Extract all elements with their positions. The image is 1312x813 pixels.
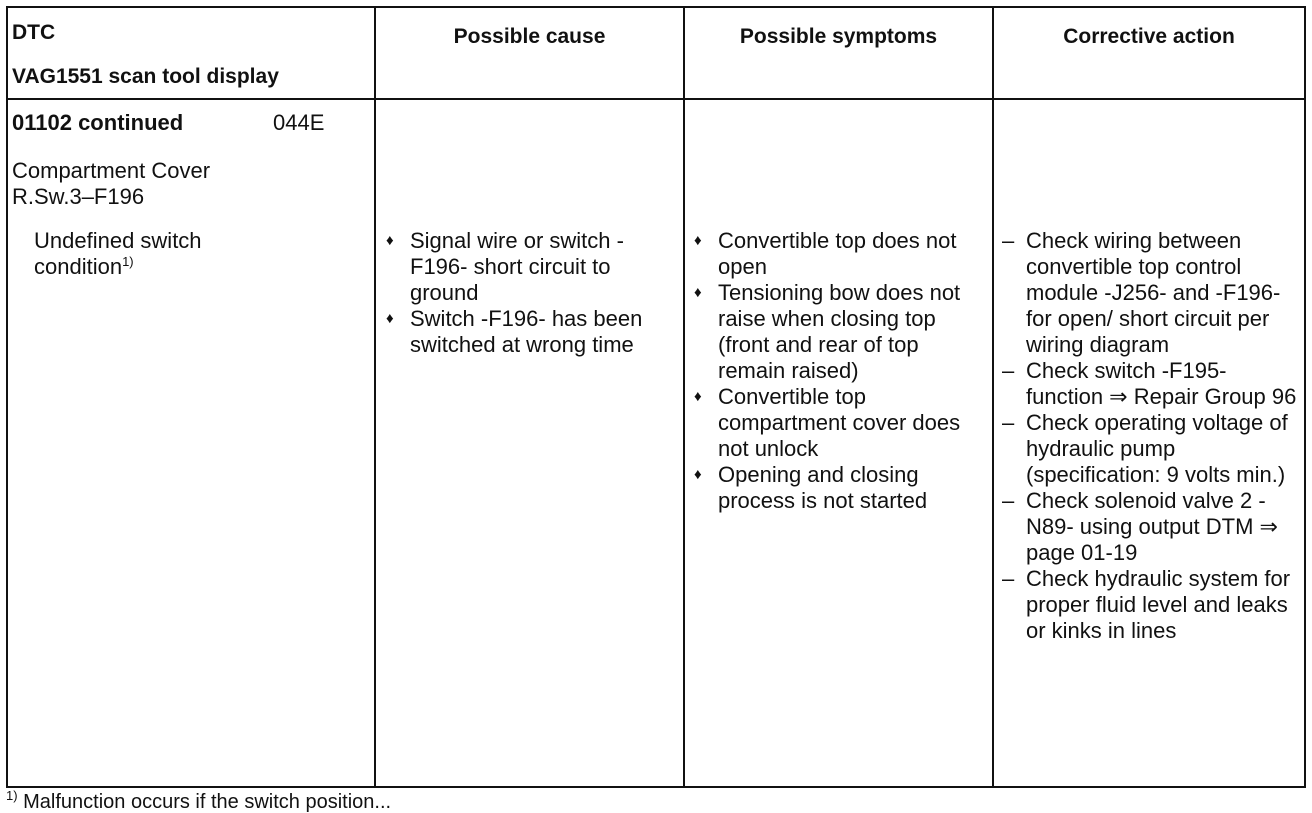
symptom-text: Tensioning bow does not raise when closing top (front and rear of top remain raised) [718, 280, 961, 383]
dash-icon: – [1002, 410, 1015, 435]
header-divider [6, 98, 1306, 100]
dash-icon: – [1002, 228, 1015, 253]
header-dtc: DTC [12, 21, 56, 44]
dash-icon: – [1002, 566, 1015, 591]
action-text: Check wiring between convertible top control module -J256- and -F196- for open/ short circuit per wiring diagram [1026, 228, 1281, 357]
condition-text: condition [34, 254, 123, 279]
list-item [384, 306, 680, 358]
column-divider-1 [374, 6, 376, 788]
cause-text: Signal wire or switch -F196- short circuit to ground [410, 228, 624, 305]
symptom-text: Opening and closing process is not started [718, 462, 928, 513]
dtc-table [6, 6, 1306, 790]
possible-symptoms [692, 228, 988, 514]
action-text: Check switch -F195- function ⇒ Repair Group 96 [1026, 358, 1297, 409]
component-name-line2: R.Sw.3–F196 [12, 184, 145, 209]
header-corrective-action: Corrective action [1063, 25, 1235, 48]
list-item [1000, 488, 1300, 566]
list-item [1000, 566, 1300, 644]
corrective-actions [1000, 228, 1300, 644]
list-item [384, 228, 680, 306]
footnote-marker: 1) [6, 788, 18, 803]
column-divider-3 [992, 6, 994, 788]
header-possible-cause: Possible cause [453, 25, 606, 48]
action-text: Check hydraulic system for proper fluid level and leaks or kinks in lines [1026, 566, 1291, 643]
list-item [1000, 410, 1300, 488]
list-item [1000, 358, 1300, 410]
column-divider-2 [683, 6, 685, 788]
header-scan-tool-display: VAG1551 scan tool display [12, 65, 279, 88]
cause-text: Switch -F196- has been switched at wrong time [410, 306, 643, 357]
bullet-icon: ♦ [694, 388, 702, 405]
list-item [692, 228, 988, 280]
footnote [6, 788, 392, 813]
table-right-border [1304, 6, 1306, 788]
dash-icon: – [1002, 358, 1015, 383]
list-item [1000, 228, 1300, 358]
dtc-code: 01102 continued [12, 110, 184, 135]
dtc-hex-code: 044E [273, 110, 325, 135]
bullet-icon: ♦ [694, 232, 702, 249]
table-top-border [6, 6, 1306, 8]
condition-line2 [34, 254, 134, 280]
bullet-icon: ♦ [694, 466, 702, 483]
dash-icon: – [1002, 488, 1015, 513]
possible-causes [384, 228, 680, 358]
symptom-text: Convertible top does not open [718, 228, 957, 279]
bullet-icon: ♦ [694, 284, 702, 301]
action-text: Check solenoid valve 2 -N89- using output DTM ⇒ page 01-19 [1026, 488, 1278, 565]
list-item [692, 280, 988, 384]
bullet-icon: ♦ [386, 310, 394, 327]
footnote-reference: 1) [122, 254, 134, 269]
list-item [692, 384, 988, 462]
table-bottom-border [6, 786, 1306, 788]
footnote-text: Malfunction occurs if the switch position... [23, 791, 392, 813]
header-possible-symptoms: Possible symptoms [739, 25, 938, 48]
symptom-text: Convertible top compartment cover does not unlock [718, 384, 961, 461]
condition-line1: Undefined switch [34, 228, 202, 253]
bullet-icon: ♦ [386, 232, 394, 249]
component-name-line1: Compartment Cover [12, 158, 211, 183]
action-text: Check operating voltage of hydraulic pump (specification: 9 volts min.) [1026, 410, 1288, 487]
table-left-border [6, 6, 8, 788]
list-item [692, 462, 988, 514]
